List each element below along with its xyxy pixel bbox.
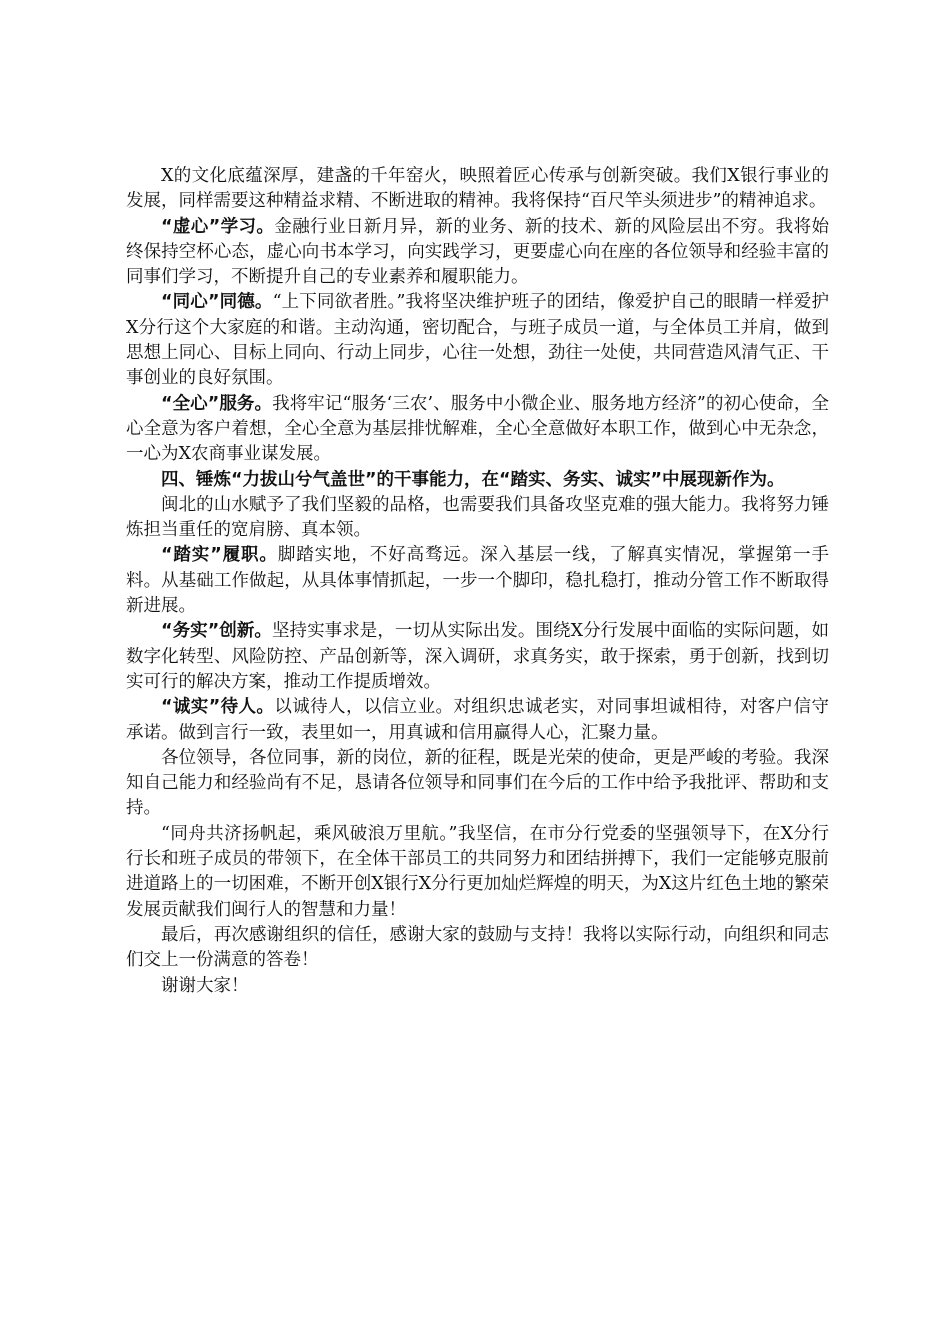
- paragraph-belief: [126, 822, 829, 923]
- paragraph-learning: [126, 215, 829, 291]
- paragraph-lead: “全心”服务。: [161, 393, 273, 414]
- paragraph-lead: “踏实”履职。: [161, 545, 278, 566]
- paragraph-thanks: [126, 923, 829, 974]
- paragraph-text: 谢谢大家！: [161, 975, 249, 996]
- paragraph-pragmatic: [126, 619, 829, 695]
- paragraph-text: 坚持实事求是，一切从实际出发。围绕X分行发展中面临的实际问题，如数字化转型、风险防控、产品创新等，深入调研，求真务实，敢于探索，勇于创新，找到切实可行的解决方案，推动工作提质增效。: [126, 621, 829, 692]
- paragraph-service: [126, 392, 829, 468]
- document-body: [126, 164, 829, 999]
- paragraph-lead: “诚实”待人。: [161, 697, 275, 718]
- paragraph-unity: [126, 290, 829, 391]
- paragraph-honest: [126, 695, 829, 746]
- paragraph-lead: “务实”创新。: [161, 621, 272, 642]
- section-heading: 四、锤炼“力拔山兮气盖世”的干事能力，在“踏实、务实、诚实”中展现新作为。: [161, 469, 785, 490]
- paragraph-text: 金融行业日新月异，新的业务、新的技术、新的风险层出不穷。我将始终保持空杯心态，虚心向书本学习，向实践学习，更要虚心向在座的各位领导和经验丰富的同事们学习，不断提升自己的专业素养和履职能力。: [126, 216, 829, 288]
- paragraph-text: 以诚待人，以信立业。对组织忠诚老实，对同事坦诚相待，对客户信守承诺。做到言行一致，表里如一，用真诚和信用赢得人心，汇聚力量。: [126, 697, 829, 743]
- paragraph-lead: “同心”同德。: [161, 292, 273, 313]
- paragraph-text: 闽北的山水赋予了我们坚毅的品格，也需要我们具备攻坚克难的强大能力。我将努力锤炼担当重任的宽肩膀、真本领。: [126, 494, 829, 541]
- paragraph-text: X的文化底蕴深厚，建盏的千年窑火，映照着匠心传承与创新突破。我们X银行事业的发展，同样需要这种精益求精、不断进取的精神。我将保持“百尺竿头须进步”的精神追求。: [126, 166, 829, 212]
- paragraph-text: 我将牢记“服务‘三农’、服务中小微企业、服务地方经济”的初心使命，全心全意为客户着想，全心全意为基层排忧解难，全心全意做好本职工作，做到心中无杂念，一心为X农商事业谋发展。: [126, 393, 829, 465]
- paragraph-text: 脚踏实地，不好高骛远。深入基层一线，了解真实情况，掌握第一手料。从基础工作做起，从具体事情抓起，一步一个脚印，稳扎稳打，推动分管工作不断取得新进展。: [126, 545, 829, 617]
- paragraph-request: [126, 746, 829, 822]
- paragraph-down-to-earth: [126, 543, 829, 619]
- paragraph-closing: [126, 974, 829, 999]
- paragraph-text: “同舟共济扬帆起，乘风破浪万里航。”我坚信，在市分行党委的坚强领导下，在X分行行长和班子成员的带领下，在全体干部员工的共同努力和团结拼搏下，我们一定能够克服前进道路上的一切困难，不断开创X银行X分行更加灿烂辉煌的明天，为X这片红色土地的繁荣发展贡献我们闽行人的智慧和力量！: [126, 823, 829, 920]
- paragraph-culture: [126, 164, 829, 215]
- paragraph-text: “上下同欲者胜。”我将坚决维护班子的团结，像爱护自己的眼睛一样爱护X分行这个大家庭的和谐。主动沟通，密切配合，与班子成员一道，与全体员工并肩，做到思想上同心、目标上同向、行动上同步，心往一处想，劲往一处使，共同营造风清气正、干事创业的良好氛围。: [126, 292, 829, 389]
- paragraph-intro: [126, 493, 829, 544]
- paragraph-text: 最后，再次感谢组织的信任，感谢大家的鼓励与支持！我将以实际行动，向组织和同志们交上一份满意的答卷！: [126, 924, 829, 971]
- paragraph-lead: “虚心”学习。: [161, 216, 275, 237]
- paragraph-text: 各位领导，各位同事，新的岗位，新的征程，既是光荣的使命，更是严峻的考验。我深知自己能力和经验尚有不足，恳请各位领导和同事们在今后的工作中给予我批评、帮助和支持。: [126, 747, 829, 819]
